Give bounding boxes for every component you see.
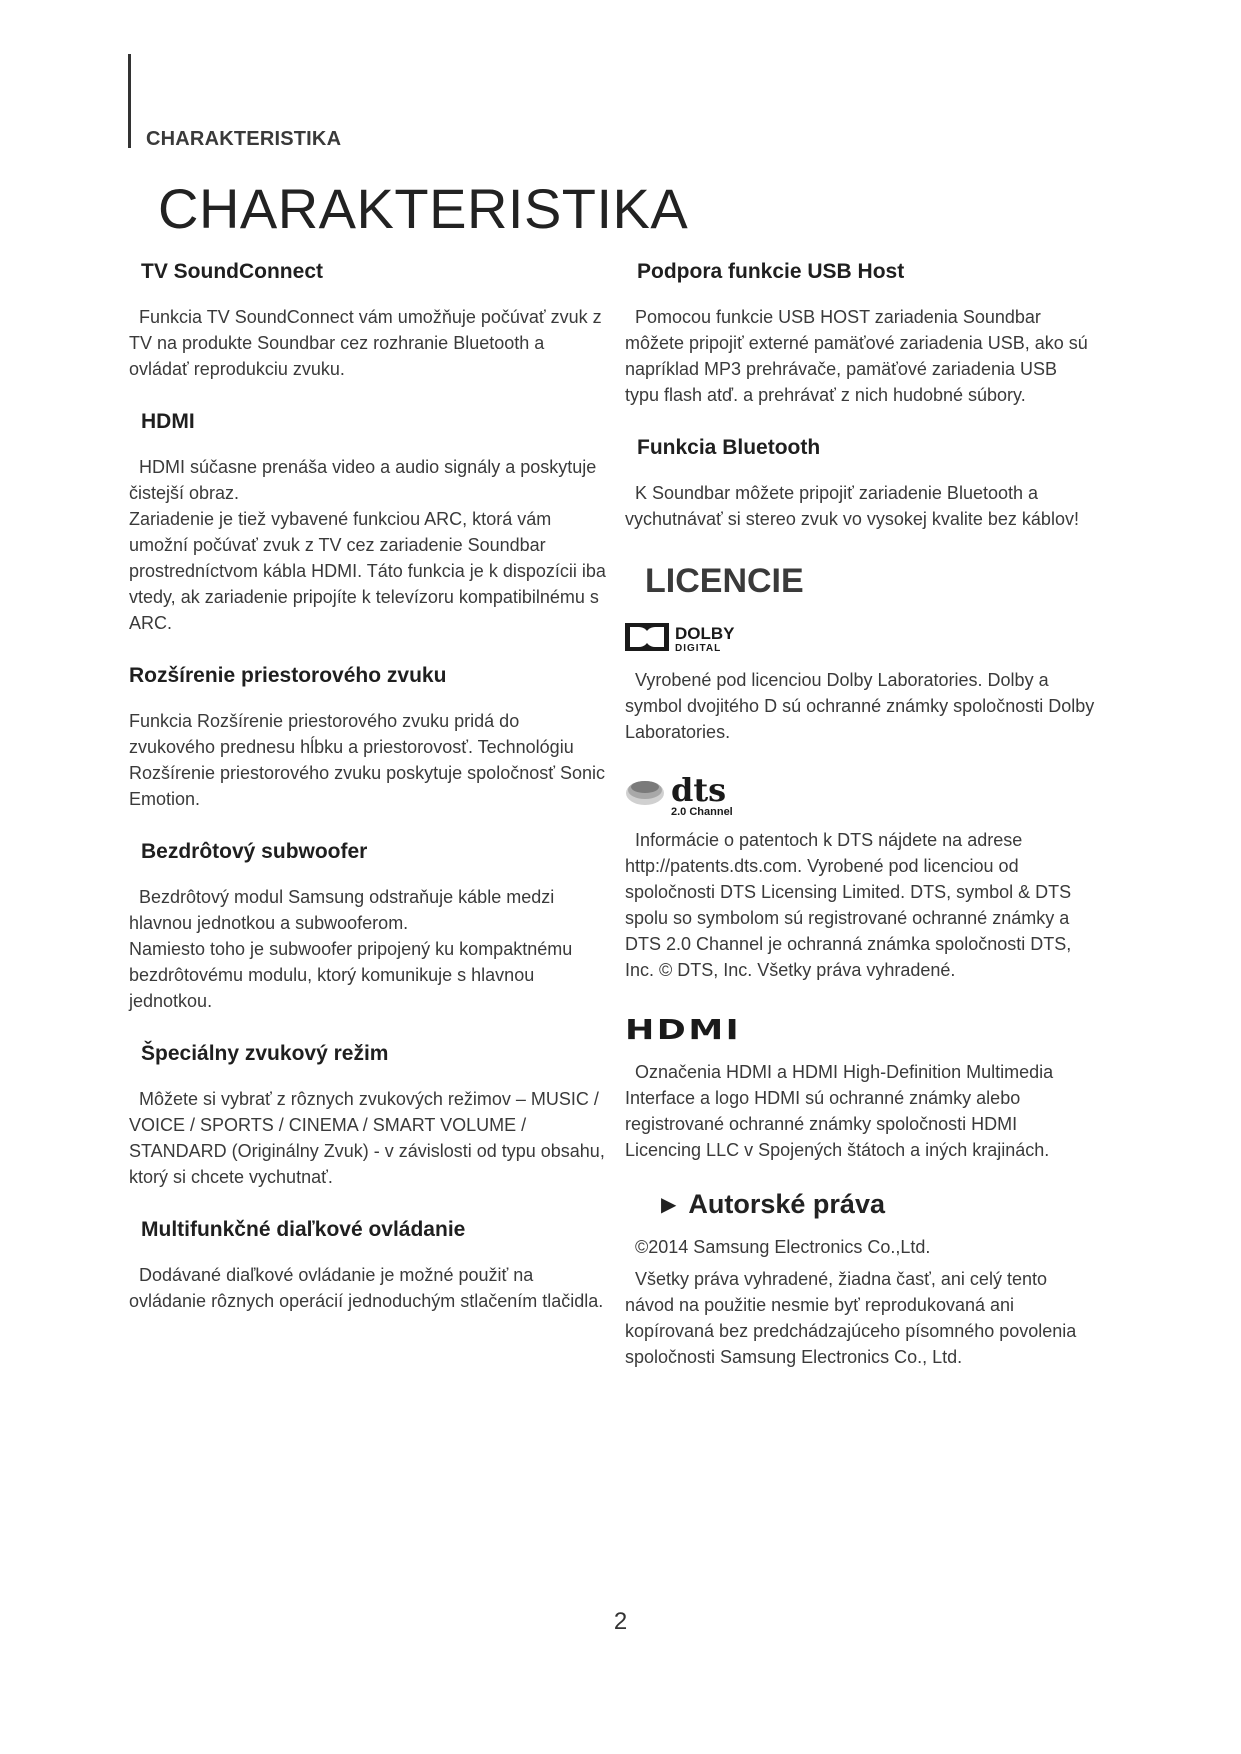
section-dolby	[625, 667, 1095, 745]
triangle-right-icon: ▶	[661, 1194, 677, 1216]
section-remote-control	[129, 1216, 609, 1314]
side-rule	[128, 54, 131, 148]
section-text: K Soundbar môžete pripojiť zariadenie Bluetooth a vychutnávať si stereo zvuk vo vysokej kvalite bez káblov!	[625, 483, 1079, 529]
dolby-digital-logo	[625, 617, 1095, 657]
section-wireless-subwoofer	[129, 838, 609, 1014]
dolby-logo-sub: DIGITAL	[675, 643, 722, 654]
section-text: HDMI súčasne prenáša video a audio signály a poskytuje čistejší obraz.	[129, 457, 597, 503]
dts-logo	[625, 771, 1095, 817]
section-text: Informácie o patentoch k DTS nájdete na adrese http://patents.dts.com. Vyrobené pod licenciou od spoločnosti DTS Licensing Limited. DTS, symbol & DTS spolu so symbolom sú registrované ochranné známky a DTS 2.0 Channel je ochranná známka spoločnosti DTS, Inc. © DTS, Inc. Všetky práva vyhradené.	[625, 830, 1072, 980]
section-heading: Špeciálny zvukový režim	[141, 1042, 389, 1065]
section-hdmi-licence	[625, 1059, 1095, 1163]
copyright-line: ©2014 Samsung Electronics Co.,Ltd.	[635, 1237, 931, 1257]
section-text: Môžete si vybrať z rôznych zvukových režimov – MUSIC / VOICE / SPORTS / CINEMA / SMART VOLUME / STANDARD (Originálny Zvuk) - v závislosti od typu obsahu, ktorý si chcete vychutnať.	[129, 1089, 605, 1187]
hdmi-logo-word: HDMI	[625, 1014, 742, 1047]
section-text: Funkcia Rozšírenie priestorového zvuku pridá do zvukového prednesu hĺbku a priestorovosť. Technológiu Rozšírenie priestorového zvuku poskytuje spoločnosť Sonic Emotion.	[129, 711, 605, 809]
section-heading: Bezdrôtový subwoofer	[141, 840, 368, 863]
section-dts	[625, 827, 1095, 983]
section-text: Zariadenie je tiež vybavené funkciou ARC, ktorá vám umožní počúvať zvuk z TV cez zariadenie Soundbar prostredníctvom kábla HDMI. Táto funkcia je k dispozícii iba vtedy, ak zariadenie pripojíte k televízoru kompatibilnému s ARC.	[129, 509, 606, 633]
copyright-text: Všetky práva vyhradené, žiadna časť, ani celý tento návod na použitie nesmie byť reprodukovaná ani kopírovaná bez predchádzajúceho písomného povolenia spoločnosti Samsung Electronics Co., Ltd.	[625, 1269, 1077, 1367]
section-usb-host	[625, 258, 1095, 408]
section-heading: Podpora funkcie USB Host	[637, 260, 905, 283]
section-heading: HDMI	[141, 410, 195, 433]
section-sound-mode	[129, 1040, 609, 1190]
section-text: Dodávané diaľkové ovládanie je možné použiť na ovládanie rôznych operácií jednoduchým stlačením tlačidla.	[129, 1265, 604, 1311]
section-text: Funkcia TV SoundConnect vám umožňuje počúvať zvuk z TV na produkte Soundbar cez rozhranie Bluetooth a ovládať reprodukciu zvuku.	[129, 307, 602, 379]
hdmi-logo	[625, 1009, 1095, 1049]
section-heading: Multifunkčné diaľkové ovládanie	[141, 1218, 466, 1241]
section-text: Bezdrôtový modul Samsung odstraňuje káble medzi hlavnou jednotkou a subwooferom.	[129, 887, 555, 933]
section-copyright	[625, 1234, 1095, 1370]
section-surround	[129, 662, 609, 812]
section-text: Namiesto toho je subwoofer pripojený ku kompaktnému bezdrôtovému modulu, ktorý komunikuje s hlavnou jednotkou.	[129, 939, 573, 1011]
section-text: Pomocou funkcie USB HOST zariadenia Soundbar môžete pripojiť externé pamäťové zariadenia USB, ako sú napríklad MP3 prehrávače, pamäťové zariadenia USB typu flash atď. a prehrávať z nich hudobné súbory.	[625, 307, 1088, 405]
dts-logo-sub: 2.0 Channel	[671, 806, 733, 817]
left-column	[129, 258, 609, 1340]
section-hdmi	[129, 408, 609, 636]
section-tv-soundconnect	[129, 258, 609, 382]
copyright-heading	[661, 1189, 1095, 1220]
dolby-logo-word: DOLBY	[675, 624, 735, 643]
right-column	[625, 258, 1095, 1396]
section-heading: Funkcia Bluetooth	[637, 436, 821, 459]
page-number: 2	[613, 1608, 628, 1635]
page-title: CHARAKTERISTIKA	[158, 177, 689, 240]
section-heading: TV SoundConnect	[141, 260, 323, 283]
section-heading: Rozšírenie priestorového zvuku	[129, 664, 447, 687]
copyright-heading-text: Autorské práva	[688, 1189, 885, 1219]
section-text: Označenia HDMI a HDMI High-Definition Multimedia Interface a logo HDMI sú ochranné známky alebo registrované ochranné známky spoločnosti HDMI Licencing LLC v Spojených štátoch a iných krajinách.	[625, 1062, 1054, 1160]
section-bluetooth	[625, 434, 1095, 532]
section-text: Vyrobené pod licenciou Dolby Laboratories. Dolby a symbol dvojitého D sú ochranné známky spoločnosti Dolby Laboratories.	[625, 670, 1095, 742]
licences-title: LICENCIE	[645, 562, 804, 600]
running-head: CHARAKTERISTIKA	[146, 128, 342, 150]
dts-logo-word: dts	[671, 771, 727, 809]
